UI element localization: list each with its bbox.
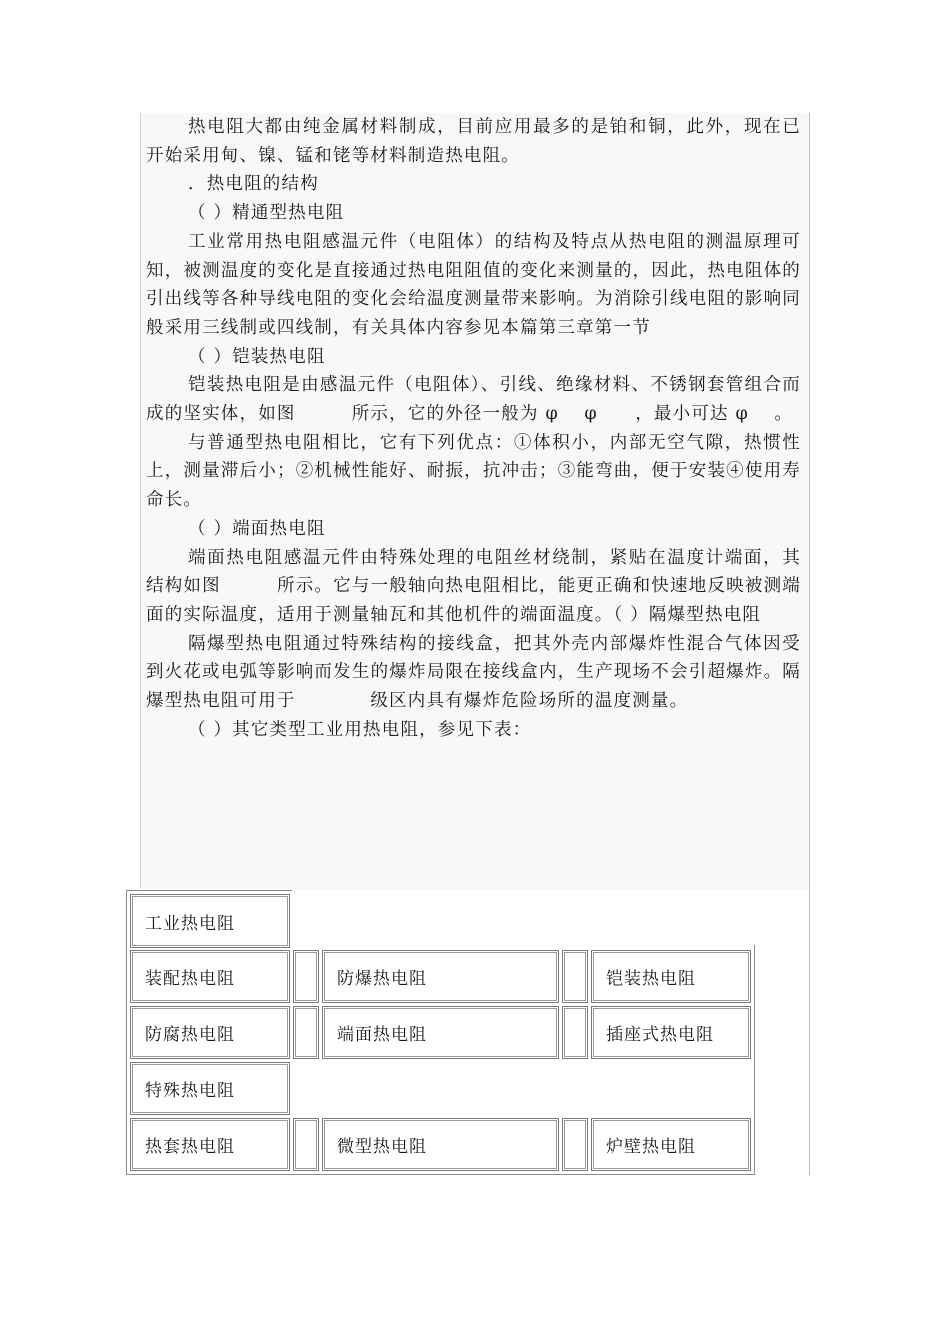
table-spacer-cell [562,950,588,1003]
table-frame-top [126,890,292,891]
table-header-label: 工业热电阻 [145,913,235,934]
paragraph-explosion-proof: 隔爆型热电阻通过特殊结构的接线盒，把其外壳内部爆炸性混合气体因受到火花或电弧等影响而发生的爆炸局限在接线盒内，生产现场不会引超爆炸。隔爆型热电阻可用于 级区内具有爆炸危险场所的温度测量。 [146,633,801,712]
table-spacer-cell [562,1118,588,1171]
table-cell-label: 炉壁热电阻 [606,1137,696,1157]
table-cell [130,950,290,1003]
table-section-label: 特殊热电阻 [145,1081,235,1101]
right-rule-divider [809,889,810,1175]
table-cell [322,1118,559,1171]
table-cell [591,950,751,1003]
table-spacer-cell [562,1006,588,1059]
table-cell [130,1006,290,1059]
table-cell-label: 装配热电阻 [145,969,235,989]
paragraph-advantages: 与普通型热电阻相比，它有下列优点：①体积小，内部无空气隙，热惯性上，测量滞后小；②机械性能好、耐振，抗冲击；③能弯曲，便于安装④使用寿命长。 [146,432,801,511]
table-header-cell [130,894,290,948]
table-section-cell [130,1062,290,1115]
table-cell [591,1118,751,1171]
table-cell-label: 插座式热电阻 [606,1025,714,1045]
table-cell-label: 防腐热电阻 [145,1025,235,1045]
heading-structure: ．热电阻的结构 [188,174,319,195]
paragraph-armored-type: 铠装热电阻是由感温元件（电阻体）、引线、绝缘材料、不锈钢套管组合而成的坚实体，如图 所示，它的外径一般为 φ φ ，最小可达 φ 。 [146,375,801,425]
text-panel [140,113,810,889]
table-cell-label: 微型热电阻 [337,1137,427,1157]
table-cell [322,1006,559,1059]
table-cell [322,950,559,1003]
table-spacer-cell [293,950,319,1003]
table-spacer-cell [293,1006,319,1059]
paragraph-materials: 热电阻大都由纯金属材料制成，目前应用最多的是铂和铜，此外，现在已开始采用甸、镍、锰和铑等材料制造热电阻。 [146,117,801,166]
table-cell-label: 端面热电阻 [337,1025,427,1045]
table-spacer-cell [293,1118,319,1171]
table-cell-label: 防爆热电阻 [337,969,427,989]
table-cell-label: 铠装热电阻 [606,969,696,989]
table-cell [591,1006,751,1059]
table-cell-label: 热套热电阻 [145,1137,235,1157]
paragraph-ordinary-type: 工业常用热电阻感温元件（电阻体）的结构及特点从热电阻的测温原理可知，被测温度的变化是直接通过热电阻阻值的变化来测量的，因此，热电阻体的引出线等各种导线电阻的变化会给温度测量带来影响。为消除引线电阻的影响同般采用三线制或四线制，有关具体内容参见本篇第三章第一节 [146,231,801,338]
heading-end-face-type: （ ）端面热电阻 [188,518,326,539]
heading-other-types: （ ）其它类型工业用热电阻，参见下表： [188,719,532,740]
table-frame-left [126,890,127,1175]
heading-ordinary-type: （ ）精通型热电阻 [188,203,345,224]
paragraph-end-face-type: 端面热电阻感温元件由特殊处理的电阻丝材绕制，紧贴在温度计端面，其结构如图 所示。它与一般轴向热电阻相比，能更正确和快速地反映被测端面的实际温度，适用于测量轴瓦和其他机件的端面温度。（ ）隔爆型热电阻 [146,547,801,625]
table-cell [130,1118,290,1171]
heading-armored-type: （ ）铠装热电阻 [188,346,326,367]
